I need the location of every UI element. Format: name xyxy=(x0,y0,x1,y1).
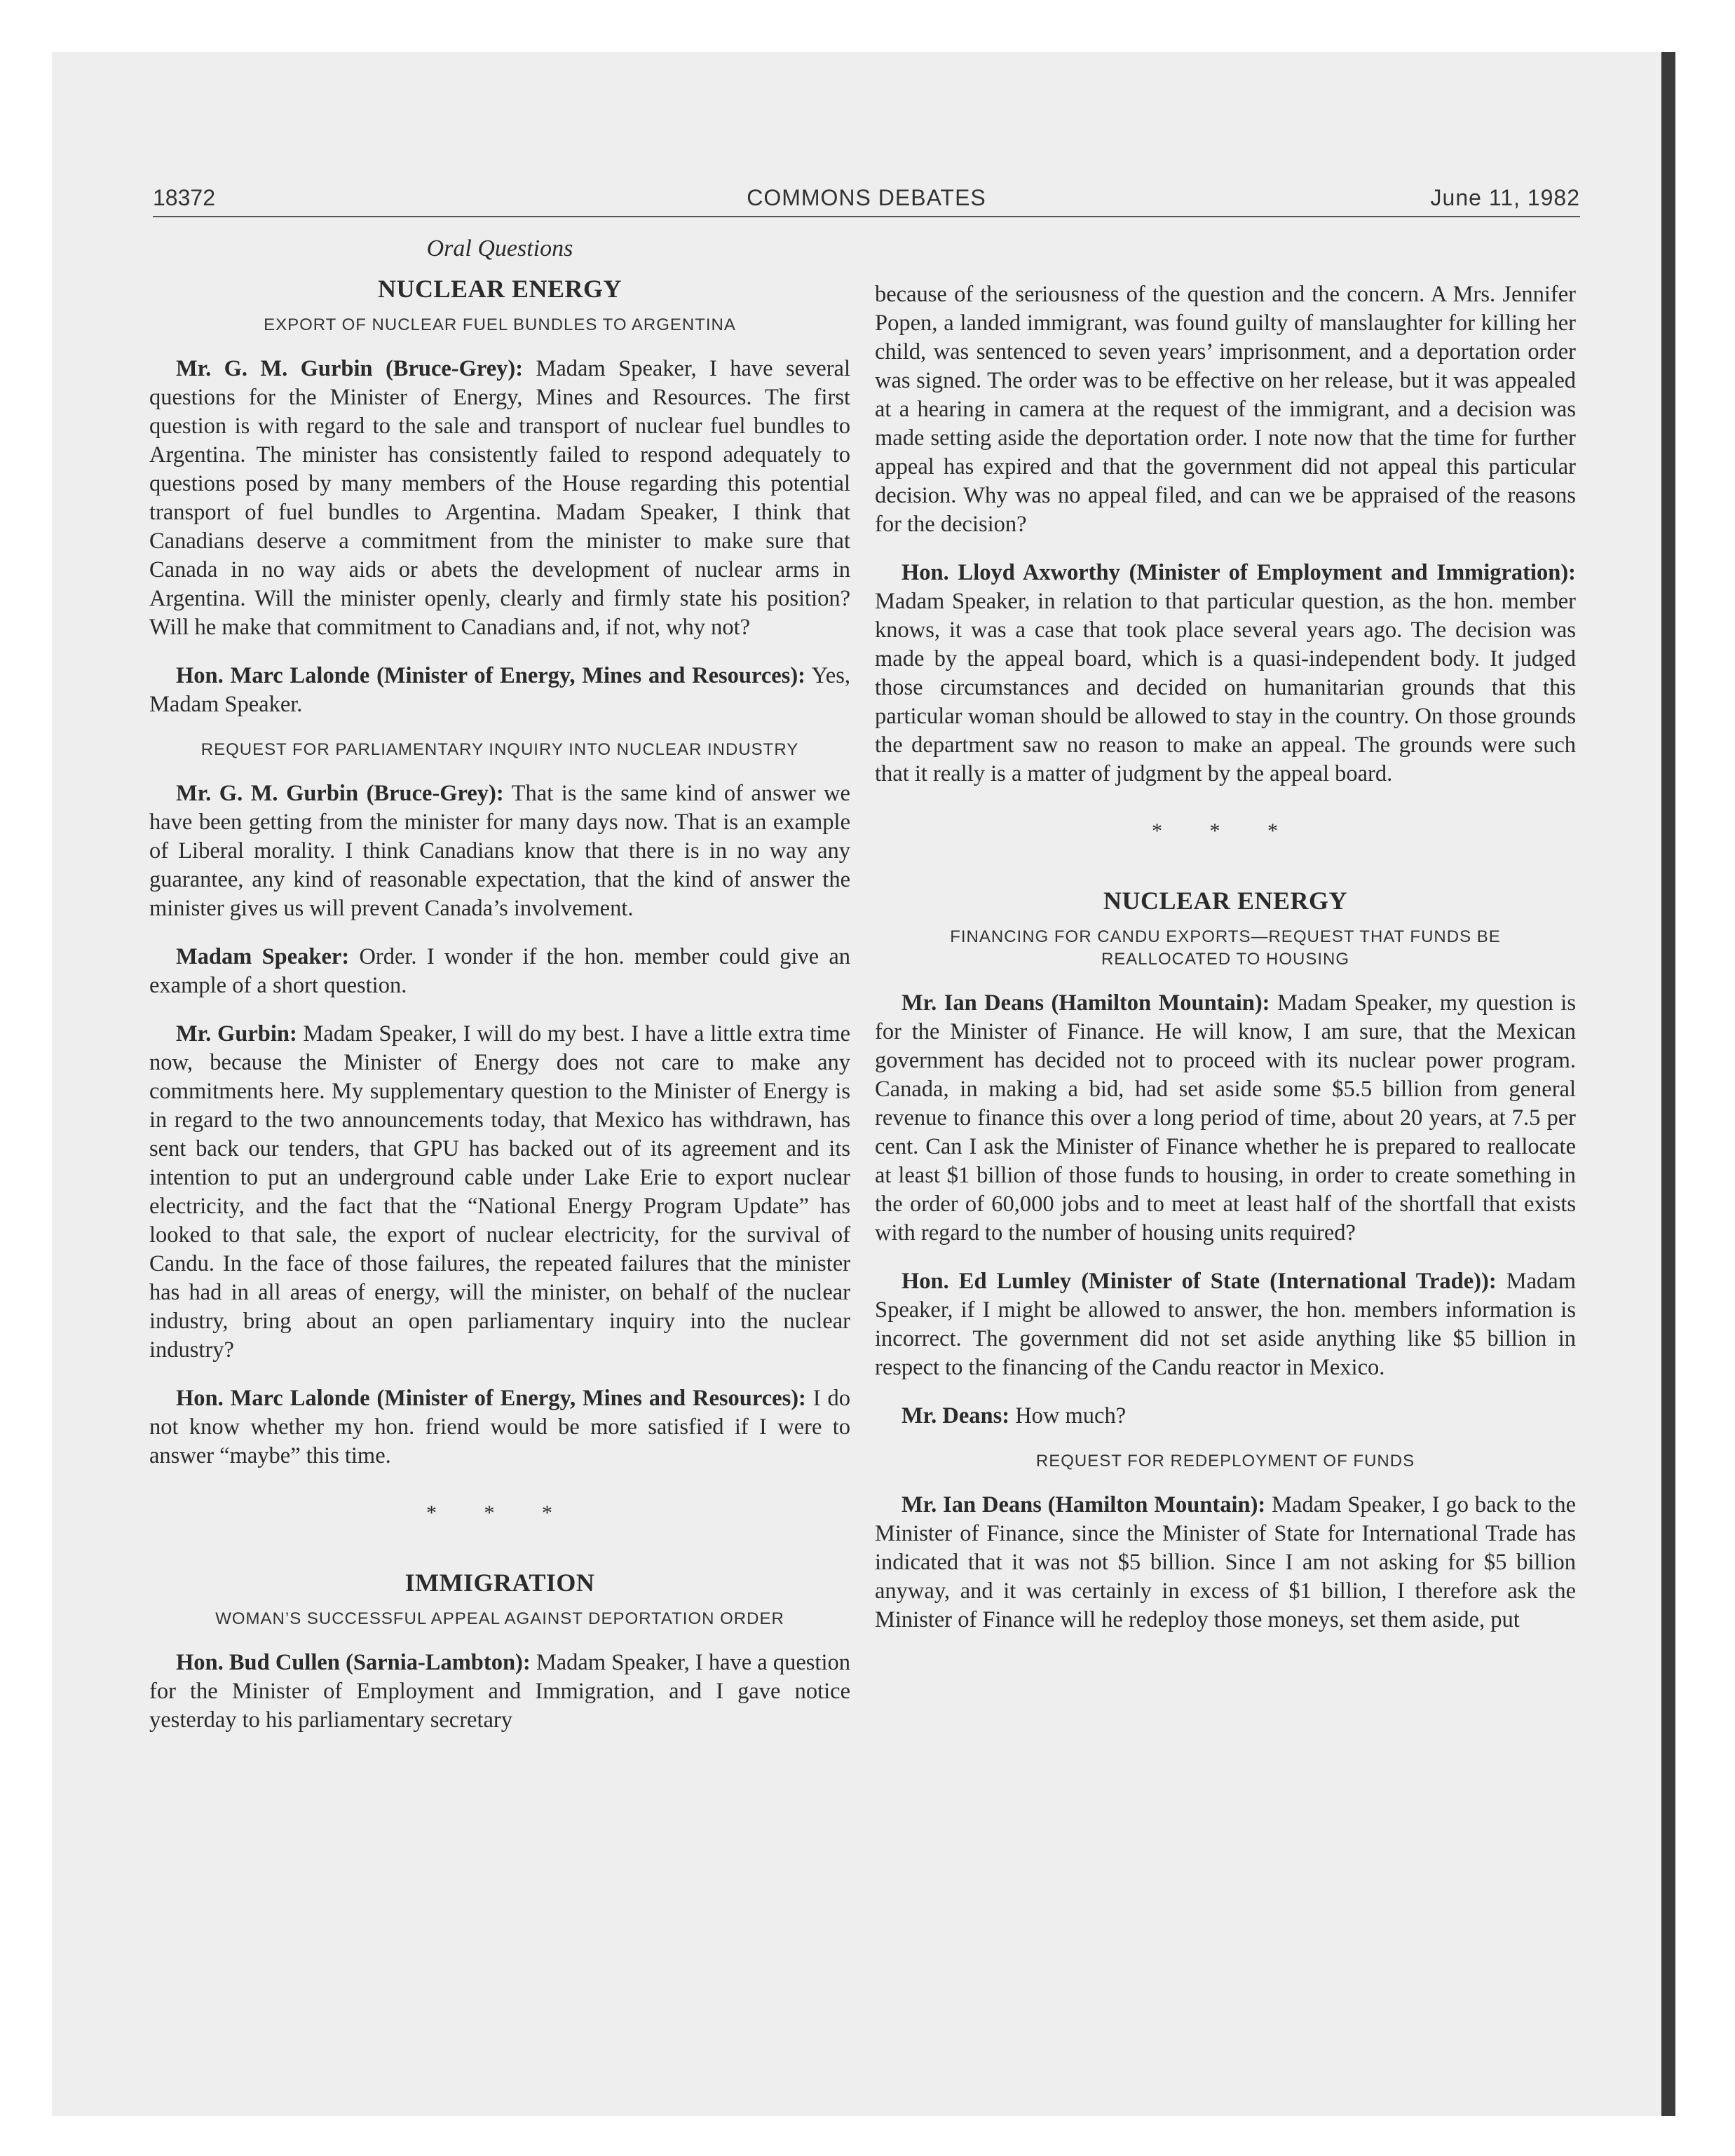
speech-paragraph xyxy=(149,662,850,719)
page-number: 18372 xyxy=(153,185,215,210)
section-subtitle: REQUEST FOR PARLIAMENTARY INQUIRY INTO NUCLEAR INDUSTRY xyxy=(200,740,799,759)
speaker-name: Madam Speaker: xyxy=(176,944,350,969)
speech-text: Madam Speaker, I will do my best. I have a little extra time now, because the Minister of Energy does not care to make any commitments here. My supplementary question to the Minister of Energy is in regard to the two announcements today, that Mexico has withdrawn, has sent back our tenders, that GPU has backed out of its agreement and its intention to put an underground cable under Lake Erie to export nuclear electricity, and the fact that the “National Energy Program Update” has looked to that sale, the export of nuclear electricity, for the survival of Candu. In the face of those failures, the repeated failures that the minister has had in all areas of energy, will the minister, on behalf of the nuclear industry, bring about an open parliamentary inquiry into the nuclear industry? xyxy=(149,1021,850,1363)
speaker-name: Hon. Marc Lalonde (Minister of Energy, Mines and Resources): xyxy=(176,1386,806,1411)
speech-paragraph xyxy=(149,1384,850,1471)
section-separator: * * * xyxy=(1152,819,1299,842)
speech-paragraph xyxy=(149,1649,850,1735)
speech-text: Madam Speaker, in relation to that particular question, as the hon. member knows, it was a case that took place several years ago. The decision was made by the appeal board, which is a quasi-independent body. It judged those circumstances and decided on humanitarian grounds that this particular woman should be allowed to stay in the country. On those grounds the department saw no reason to make an appeal. The grounds were such that it really is a matter of judgment by the appeal board. xyxy=(875,589,1576,786)
speech-text: Madam Speaker, my question is for the Minister of Finance. He will know, I am sure, that the Mexican government has decided not to proceed with its nuclear power program. Canada, in making a bid, had set aside some $5.5 billion from general revenue to finance this over a long period of time, about 20 years, at 7.5 per cent. Can I ask the Minister of Finance whether he is prepared to reallocate at least $1 billion of those funds to housing, in order to create something in the order of 60,000 jobs and to meet at least half of the shortfall that exists with regard to the number of housing units required? xyxy=(875,990,1576,1246)
speaker-name: Mr. Ian Deans (Hamilton Mountain): xyxy=(901,990,1270,1016)
left-column xyxy=(149,231,850,1754)
speech-paragraph xyxy=(875,1491,1576,1635)
speaker-name: Mr. G. M. Gurbin (Bruce-Grey): xyxy=(176,356,524,381)
section-subtitle: EXPORT OF NUCLEAR FUEL BUNDLES TO ARGENTINA xyxy=(264,315,736,334)
speaker-name: Mr. Gurbin: xyxy=(176,1021,297,1046)
speech-paragraph xyxy=(875,1267,1576,1382)
section-title: NUCLEAR ENERGY xyxy=(1103,887,1348,915)
speech-text: Madam Speaker, I have several questions for the Minister of Energy, Mines and Resources. The first question is with regard to the sale and transport of nuclear fuel bundles to Argentina. The minister has consistently failed to respond adequately to questions posed by many members of the House regarding this potential transport of fuel bundles to Argentina. Madam Speaker, I think that Canadians deserve a commitment from the minister to make sure that Canada in no way aids or abets the development of nuclear arms in Argentina. Will the minister openly, clearly and firmly state his position? Will he make that commitment to Canadians and, if not, why not? xyxy=(149,356,850,640)
speech-paragraph xyxy=(875,989,1576,1248)
speech-paragraph xyxy=(875,1402,1576,1431)
speech-paragraph xyxy=(149,943,850,1000)
publication-date: June 11, 1982 xyxy=(1430,185,1580,210)
speech-text: Madam Speaker, if I might be allowed to answer, the hon. members information is incorrect. The government did not set aside anything like $5 billion in respect to the financing of the Candu reactor in Mexico. xyxy=(875,1269,1577,1380)
rubric-heading: Oral Questions xyxy=(426,236,573,261)
speaker-name: Hon. Marc Lalonde (Minister of Energy, Mines and Resources): xyxy=(176,663,805,688)
speech-text: I do not know whether my hon. friend would be more satisfied if I were to answer “maybe” this time. xyxy=(149,1386,850,1468)
section-title: NUCLEAR ENERGY xyxy=(377,275,622,303)
speaker-name: Hon. Lloyd Axworthy (Minister of Employment and Immigration): xyxy=(901,560,1576,585)
page-header xyxy=(153,184,1580,217)
section-subtitle: WOMAN’S SUCCESSFUL APPEAL AGAINST DEPORTATION ORDER xyxy=(215,1609,784,1628)
speech-paragraph xyxy=(875,280,1576,539)
speaker-name: Mr. Ian Deans (Hamilton Mountain): xyxy=(901,1492,1266,1517)
speech-paragraph xyxy=(149,1020,850,1365)
page-binding-edge xyxy=(1661,52,1675,2116)
speech-text: Yes, Madam Speaker. xyxy=(149,663,850,717)
speech-text: That is the same kind of answer we have been getting from the minister for many days now. That is an example of Liberal morality. I think Canadians know that there is in no way any guarantee, any kind of reasonable expectation, that the kind of answer the minister gives us will prevent Canada’s involvement. xyxy=(149,781,850,921)
speech-paragraph xyxy=(875,559,1576,789)
speech-text: Madam Speaker, I have a question for the Minister of Employment and Immigration, and I gave notice yesterday to his parliamentary secretary xyxy=(149,1650,850,1733)
section-title: IMMIGRATION xyxy=(404,1569,595,1597)
speech-paragraph xyxy=(149,779,850,923)
speech-text: Order. I wonder if the hon. member could give an example of a short question. xyxy=(149,944,850,998)
speech-paragraph xyxy=(149,355,850,642)
speech-text: because of the seriousness of the question and the concern. A Mrs. Jennifer Popen, a landed immigrant, was found guilty of manslaughter for killing her child, was sentenced to seven years’ imprisonment, and a deportation order was signed. The order was to be effective on her release, but it was appealed at a hearing in camera at the request of the immigrant, and a decision was made setting aside the deportation order. I note now that the time for further appeal has expired and that the government did not appeal this particular decision. Why was no appeal filed, and can we be appraised of the reasons for the decision? xyxy=(875,282,1576,537)
speech-text: Madam Speaker, I go back to the Minister of Finance, since the Minister of State for International Trade has indicated that it was not $5 billion. Since I am not asking for $5 billion anyway, and it was certainly in excess of $1 billion, I therefore ask the Minister of Finance will he redeploy those moneys, set them aside, put xyxy=(875,1492,1576,1632)
section-subtitle: FINANCING FOR CANDU EXPORTS—REQUEST THAT FUNDS BE REALLOCATED TO HOUSING xyxy=(950,927,1501,969)
speaker-name: Hon. Bud Cullen (Sarnia-Lambton): xyxy=(176,1650,531,1675)
speaker-name: Mr. Deans: xyxy=(901,1403,1010,1428)
publication-title: COMMONS DEBATES xyxy=(747,185,986,210)
section-separator: * * * xyxy=(426,1501,573,1524)
speech-text: How much? xyxy=(1009,1403,1127,1428)
speaker-name: Mr. G. M. Gurbin (Bruce-Grey): xyxy=(176,781,504,806)
section-subtitle: REQUEST FOR REDEPLOYMENT OF FUNDS xyxy=(1035,1452,1415,1471)
right-column xyxy=(875,280,1576,1654)
speaker-name: Hon. Ed Lumley (Minister of State (International Trade)): xyxy=(901,1269,1497,1294)
